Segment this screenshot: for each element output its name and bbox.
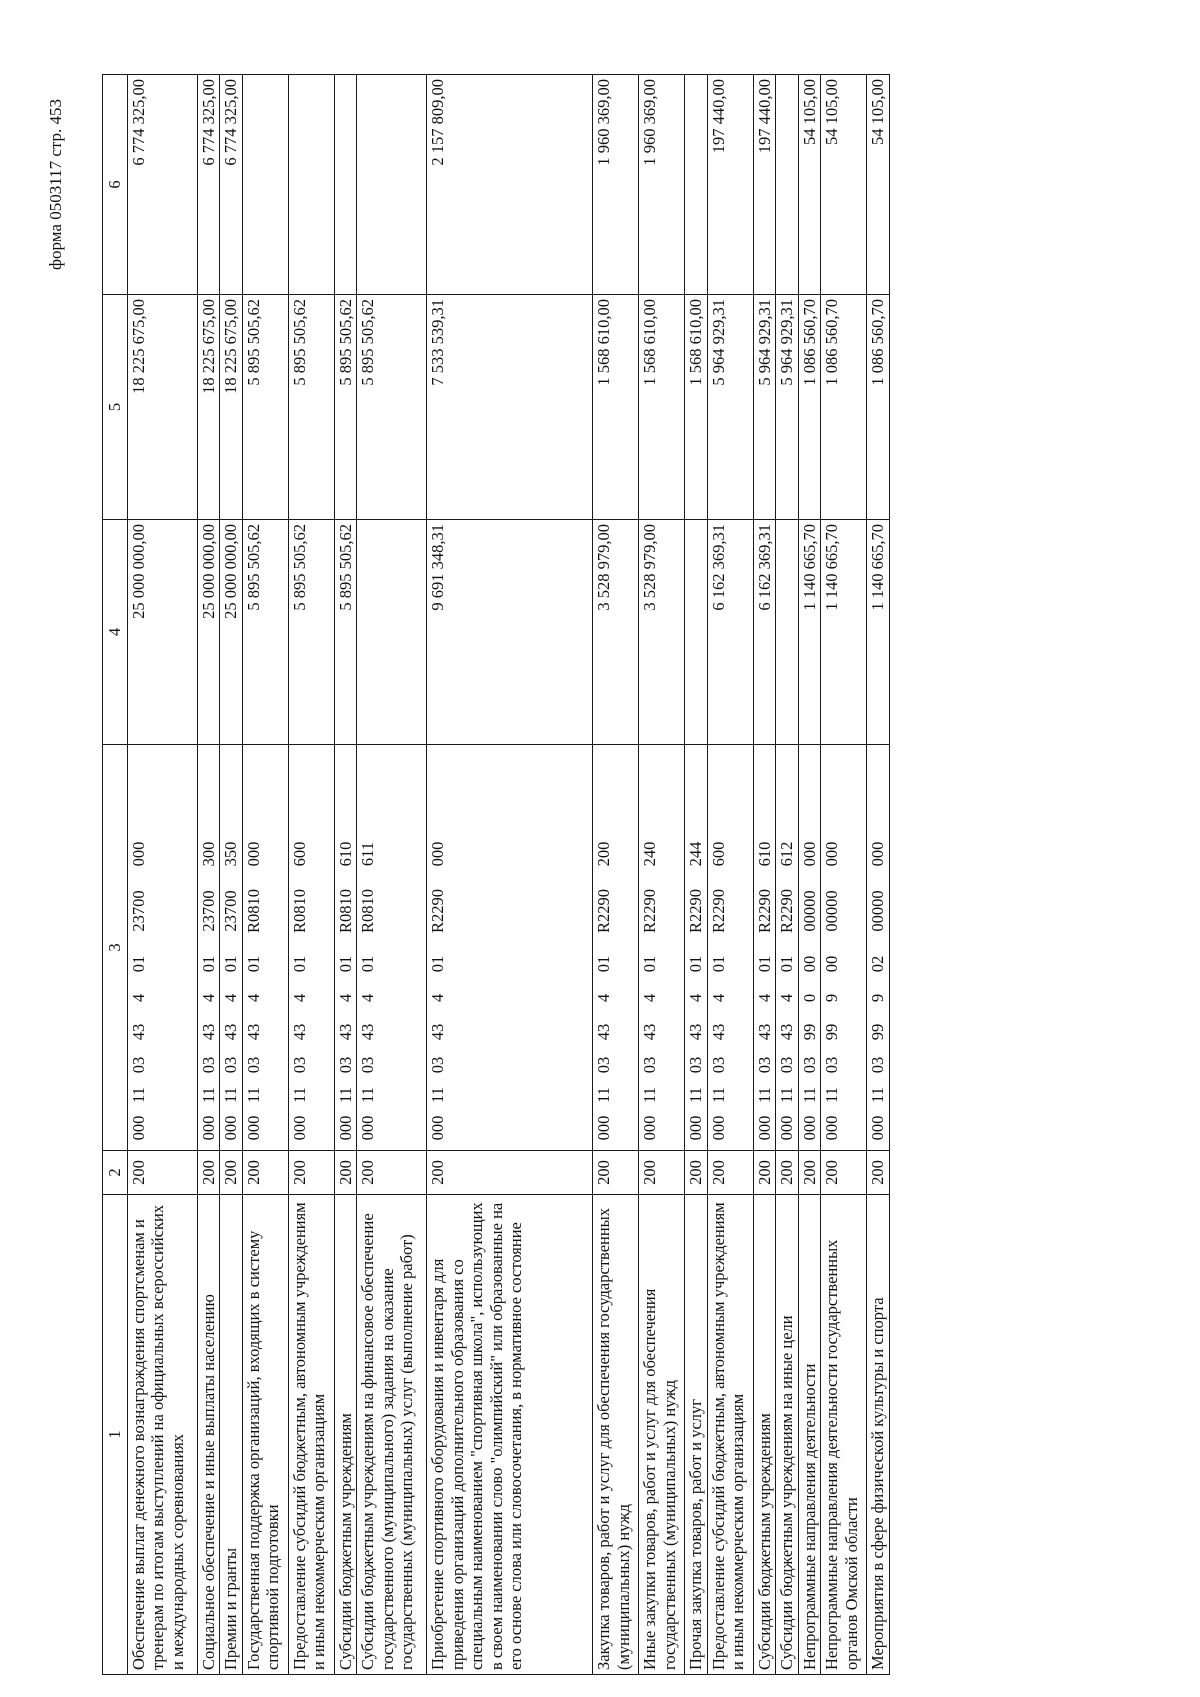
- admin-code: 200: [593, 1151, 639, 1195]
- code-segment: 000: [754, 1115, 774, 1141]
- executed-amount: 1 568 610,00: [593, 295, 639, 520]
- executed-amount: 1 568 610,00: [685, 295, 707, 520]
- executed-amount: 5 895 505,62: [334, 295, 356, 520]
- code-segment: 000: [221, 1115, 241, 1141]
- code-segment: 01: [708, 955, 728, 973]
- admin-code: 200: [334, 1151, 356, 1195]
- executed-amount: 5 964 929,31: [707, 295, 753, 520]
- table-row: [867, 75, 889, 1675]
- code-segment: 000: [640, 1115, 660, 1141]
- code-segment: 00: [799, 955, 819, 973]
- code-segment: 01: [358, 955, 378, 973]
- table-row: [639, 75, 685, 1675]
- code-segment: 43: [243, 1023, 263, 1041]
- code-segment: 000: [777, 1115, 797, 1141]
- column-header: 3: [103, 745, 128, 1151]
- table-row: [707, 75, 753, 1675]
- code-segment: 11: [243, 1087, 263, 1103]
- code-segment: 01: [640, 955, 660, 973]
- code-segment: 000: [129, 841, 148, 867]
- budget-classification-code: [639, 745, 685, 1151]
- unexecuted-amount: [776, 75, 798, 295]
- executed-amount: 5 964 929,31: [776, 295, 798, 520]
- code-segment: 23700: [199, 890, 218, 932]
- row-name: Непрограммные направления деятельности государственных органов Омской области: [821, 1195, 867, 1675]
- unexecuted-amount: 1 960 369,00: [639, 75, 685, 295]
- code-segment: 000: [199, 1115, 218, 1141]
- code-segment: 43: [289, 1023, 309, 1041]
- code-segment: 03: [358, 1056, 378, 1074]
- executed-amount: 7 533 539,31: [427, 295, 593, 520]
- unexecuted-amount: 1 960 369,00: [593, 75, 639, 295]
- approved-amount: [357, 520, 427, 745]
- code-segment: 000: [243, 1115, 263, 1141]
- approved-amount: 1 140 665,70: [867, 520, 889, 745]
- code-segment: R2290: [428, 889, 448, 934]
- executed-amount: 1 086 560,70: [798, 295, 820, 520]
- code-segment: 11: [289, 1087, 309, 1103]
- row-name: Государственная поддержка организаций, входящих в систему спортивной подготовки: [242, 1195, 288, 1675]
- code-segment: 9: [868, 993, 888, 1003]
- approved-amount: [776, 520, 798, 745]
- code-segment: 03: [708, 1056, 728, 1074]
- code-segment: 000: [799, 1115, 819, 1141]
- code-segment: 23700: [221, 890, 241, 932]
- code-segment: 11: [799, 1087, 819, 1103]
- approved-amount: 1 140 665,70: [821, 520, 867, 745]
- executed-amount: 1 086 560,70: [867, 295, 889, 520]
- table-row: [242, 75, 288, 1675]
- code-segment: 11: [754, 1087, 774, 1103]
- code-segment: 43: [708, 1023, 728, 1041]
- code-segment: 00000: [868, 890, 888, 932]
- row-name: Иные закупки товаров, работ и услуг для обеспечения государственных (муниципальных) нужд: [639, 1195, 685, 1675]
- code-segment: 11: [822, 1087, 842, 1103]
- table-row: [753, 75, 775, 1675]
- code-segment: R2290: [708, 889, 728, 934]
- code-segment: 01: [243, 955, 263, 973]
- code-segment: 11: [594, 1087, 614, 1103]
- code-segment: 11: [221, 1087, 241, 1103]
- column-header: 1: [103, 1195, 128, 1675]
- code-segment: 43: [199, 1023, 218, 1041]
- table-row: [128, 75, 198, 1675]
- budget-classification-code: [198, 745, 220, 1151]
- row-name: Прочая закупка товаров, работ и услуг: [685, 1195, 707, 1675]
- table-row: [357, 75, 427, 1675]
- code-segment: 000: [289, 1115, 309, 1141]
- admin-code: 200: [707, 1151, 753, 1195]
- unexecuted-amount: 54 105,00: [821, 75, 867, 295]
- approved-amount: 3 528 979,00: [593, 520, 639, 745]
- code-segment: 000: [594, 1115, 614, 1141]
- executed-amount: 18 225 675,00: [128, 295, 198, 520]
- code-segment: 02: [868, 955, 888, 973]
- code-segment: 200: [594, 841, 614, 867]
- code-segment: 43: [335, 1023, 355, 1041]
- code-segment: 000: [708, 1115, 728, 1141]
- executed-amount: 1 086 560,70: [821, 295, 867, 520]
- code-segment: 01: [199, 955, 218, 973]
- code-segment: 99: [822, 1023, 842, 1041]
- code-segment: 000: [868, 1115, 888, 1141]
- budget-classification-code: [776, 745, 798, 1151]
- code-segment: R2290: [754, 889, 774, 934]
- unexecuted-amount: 197 440,00: [753, 75, 775, 295]
- code-segment: 600: [289, 841, 309, 867]
- row-name: Предоставление субсидий бюджетным, автономным учреждениям и иным некоммерческим организациям: [707, 1195, 753, 1675]
- executed-amount: 18 225 675,00: [220, 295, 242, 520]
- code-segment: 03: [868, 1056, 888, 1074]
- executed-amount: 5 895 505,62: [242, 295, 288, 520]
- code-segment: 000: [129, 1115, 148, 1141]
- admin-code: 200: [288, 1151, 334, 1195]
- code-segment: R0810: [358, 889, 378, 934]
- approved-amount: 5 895 505,62: [334, 520, 356, 745]
- code-segment: 03: [243, 1056, 263, 1074]
- executed-amount: 5 895 505,62: [288, 295, 334, 520]
- admin-code: 200: [427, 1151, 593, 1195]
- budget-classification-code: [242, 745, 288, 1151]
- code-segment: 43: [754, 1023, 774, 1041]
- unexecuted-amount: [242, 75, 288, 295]
- rotated-sheet: [30, 75, 1170, 1675]
- code-segment: 03: [594, 1056, 614, 1074]
- budget-classification-code: [334, 745, 356, 1151]
- code-segment: R2290: [686, 889, 706, 934]
- code-segment: 000: [428, 1115, 448, 1141]
- code-segment: 244: [686, 841, 706, 867]
- table-row: [685, 75, 707, 1675]
- code-segment: 4: [358, 993, 378, 1003]
- code-segment: 4: [289, 993, 309, 1003]
- code-segment: 9: [822, 993, 842, 1003]
- code-segment: 000: [358, 1115, 378, 1141]
- unexecuted-amount: [334, 75, 356, 295]
- approved-amount: 5 895 505,62: [288, 520, 334, 745]
- budget-classification-code: [220, 745, 242, 1151]
- code-segment: 4: [129, 993, 148, 1003]
- code-segment: 03: [221, 1056, 241, 1074]
- budget-classification-code: [685, 745, 707, 1151]
- table-row: [288, 75, 334, 1675]
- code-segment: 00000: [799, 890, 819, 932]
- budget-classification-code: [821, 745, 867, 1151]
- code-segment: 03: [199, 1056, 218, 1074]
- code-segment: 03: [777, 1056, 797, 1074]
- row-name: Предоставление субсидий бюджетным, автономным учреждениям и иным некоммерческим организациям: [288, 1195, 334, 1675]
- code-segment: 4: [777, 993, 797, 1003]
- executed-amount: 5 964 929,31: [753, 295, 775, 520]
- approved-amount: 1 140 665,70: [798, 520, 820, 745]
- code-segment: 43: [428, 1023, 448, 1041]
- code-segment: R0810: [335, 889, 355, 934]
- code-segment: 23700: [129, 890, 148, 932]
- budget-classification-code: [753, 745, 775, 1151]
- code-segment: 03: [686, 1056, 706, 1074]
- row-name: Социальное обеспечение и иные выплаты населению: [198, 1195, 220, 1675]
- code-segment: 240: [640, 841, 660, 867]
- budget-classification-code: [867, 745, 889, 1151]
- budget-execution-table: [102, 74, 890, 1675]
- code-segment: 01: [777, 955, 797, 973]
- admin-code: 200: [198, 1151, 220, 1195]
- code-segment: 03: [428, 1056, 448, 1074]
- code-segment: 99: [868, 1023, 888, 1041]
- code-segment: 03: [799, 1056, 819, 1074]
- admin-code: 200: [220, 1151, 242, 1195]
- table-row: [798, 75, 820, 1675]
- code-segment: 43: [640, 1023, 660, 1041]
- code-segment: 4: [686, 993, 706, 1003]
- code-segment: 11: [708, 1087, 728, 1103]
- approved-amount: 25 000 000,00: [220, 520, 242, 745]
- code-segment: 01: [754, 955, 774, 973]
- code-segment: 43: [777, 1023, 797, 1041]
- code-segment: 4: [221, 993, 241, 1003]
- code-segment: 4: [199, 993, 218, 1003]
- table-row: [593, 75, 639, 1675]
- code-segment: R0810: [243, 889, 263, 934]
- code-segment: 4: [428, 993, 448, 1003]
- code-segment: 43: [358, 1023, 378, 1041]
- code-segment: 000: [868, 841, 888, 867]
- column-header: 6: [103, 75, 128, 295]
- code-segment: 611: [358, 841, 378, 867]
- code-segment: 00000: [822, 890, 842, 932]
- code-segment: 11: [640, 1087, 660, 1103]
- row-name: Приобретение спортивного оборудования и инвентаря для приведения организаций дополнительного образования со специальным наименованием "спортивная школа", использующих в своем наименовании слово "олимпийский" или образованные на его основе слова или словосочетания, в нормативное состояние: [427, 1195, 593, 1675]
- code-segment: 11: [777, 1087, 797, 1103]
- code-segment: 03: [822, 1056, 842, 1074]
- approved-amount: 25 000 000,00: [198, 520, 220, 745]
- column-header: 4: [103, 520, 128, 745]
- code-segment: 350: [221, 841, 241, 867]
- table-row: [427, 75, 593, 1675]
- budget-classification-code: [288, 745, 334, 1151]
- code-segment: 000: [822, 841, 842, 867]
- unexecuted-amount: 6 774 325,00: [220, 75, 242, 295]
- table-row: [334, 75, 356, 1675]
- unexecuted-amount: 6 774 325,00: [128, 75, 198, 295]
- code-segment: 000: [799, 841, 819, 867]
- code-segment: 4: [594, 993, 614, 1003]
- table-row: [821, 75, 867, 1675]
- code-segment: 01: [289, 955, 309, 973]
- budget-classification-code: [128, 745, 198, 1151]
- code-segment: 03: [335, 1056, 355, 1074]
- row-name: Закупка товаров, работ и услуг для обеспечения государственных (муниципальных) нужд: [593, 1195, 639, 1675]
- code-segment: R2290: [777, 889, 797, 934]
- approved-amount: 3 528 979,00: [639, 520, 685, 745]
- admin-code: 200: [128, 1151, 198, 1195]
- unexecuted-amount: 54 105,00: [867, 75, 889, 295]
- code-segment: R0810: [289, 889, 309, 934]
- column-number-row: [103, 75, 128, 1675]
- admin-code: 200: [685, 1151, 707, 1195]
- code-segment: 000: [335, 1115, 355, 1141]
- code-segment: 43: [129, 1023, 148, 1041]
- code-segment: 43: [594, 1023, 614, 1041]
- unexecuted-amount: 197 440,00: [707, 75, 753, 295]
- table-row: [198, 75, 220, 1675]
- code-segment: 11: [199, 1087, 218, 1103]
- code-segment: 11: [129, 1087, 148, 1103]
- code-segment: 4: [640, 993, 660, 1003]
- approved-amount: 25 000 000,00: [128, 520, 198, 745]
- code-segment: 11: [358, 1087, 378, 1103]
- table-row: [220, 75, 242, 1675]
- column-header: 5: [103, 295, 128, 520]
- code-segment: 0: [799, 993, 819, 1003]
- code-segment: 03: [289, 1056, 309, 1074]
- executed-amount: 18 225 675,00: [198, 295, 220, 520]
- code-segment: 43: [221, 1023, 241, 1041]
- row-name: Субсидии бюджетным учреждениям: [753, 1195, 775, 1675]
- code-segment: 99: [799, 1023, 819, 1041]
- code-segment: 03: [640, 1056, 660, 1074]
- admin-code: 200: [357, 1151, 427, 1195]
- code-segment: 000: [822, 1115, 842, 1141]
- code-segment: R2290: [640, 889, 660, 934]
- admin-code: 200: [798, 1151, 820, 1195]
- code-segment: 000: [686, 1115, 706, 1141]
- admin-code: 200: [242, 1151, 288, 1195]
- admin-code: 200: [753, 1151, 775, 1195]
- row-name: Субсидии бюджетным учреждениям на финансовое обеспечение государственного (муниципального) задания на оказание государственных (муниципальных) услуг (выполнение работ): [357, 1195, 427, 1675]
- code-segment: 11: [335, 1087, 355, 1103]
- form-label: форма 0503117 стр. 453: [46, 99, 65, 270]
- executed-amount: 1 568 610,00: [639, 295, 685, 520]
- code-segment: 43: [686, 1023, 706, 1041]
- approved-amount: 9 691 348,31: [427, 520, 593, 745]
- code-segment: 4: [335, 993, 355, 1003]
- budget-classification-code: [427, 745, 593, 1151]
- code-segment: 4: [754, 993, 774, 1003]
- code-segment: 01: [221, 955, 241, 973]
- code-segment: 4: [243, 993, 263, 1003]
- row-name: Субсидии бюджетным учреждениям: [334, 1195, 356, 1675]
- approved-amount: 5 895 505,62: [242, 520, 288, 745]
- code-segment: 4: [708, 993, 728, 1003]
- unexecuted-amount: [357, 75, 427, 295]
- code-segment: 01: [594, 955, 614, 973]
- code-segment: 612: [777, 841, 797, 867]
- admin-code: 200: [867, 1151, 889, 1195]
- row-name: Обеспечение выплат денежного вознаграждения спортсменам и тренерам по итогам выступлений на официальных всероссийских и международных соревнованиях: [128, 1195, 198, 1675]
- unexecuted-amount: 54 105,00: [798, 75, 820, 295]
- budget-classification-code: [707, 745, 753, 1151]
- row-name: Мероприятия в сфере физической культуры и спорта: [867, 1195, 889, 1675]
- code-segment: 11: [686, 1087, 706, 1103]
- admin-code: 200: [821, 1151, 867, 1195]
- code-segment: 300: [199, 841, 218, 867]
- row-name: Субсидии бюджетным учреждениям на иные цели: [776, 1195, 798, 1675]
- code-segment: 01: [428, 955, 448, 973]
- approved-amount: 6 162 369,31: [753, 520, 775, 745]
- code-segment: 000: [428, 841, 448, 867]
- code-segment: 01: [686, 955, 706, 973]
- unexecuted-amount: [685, 75, 707, 295]
- admin-code: 200: [776, 1151, 798, 1195]
- table-row: [776, 75, 798, 1675]
- code-segment: 610: [754, 841, 774, 867]
- code-segment: 01: [335, 955, 355, 973]
- budget-classification-code: [357, 745, 427, 1151]
- column-header: 2: [103, 1151, 128, 1195]
- budget-classification-code: [593, 745, 639, 1151]
- code-segment: 00: [822, 955, 842, 973]
- budget-classification-code: [798, 745, 820, 1151]
- executed-amount: 5 895 505,62: [357, 295, 427, 520]
- row-name: Премии и гранты: [220, 1195, 242, 1675]
- admin-code: 200: [639, 1151, 685, 1195]
- approved-amount: 6 162 369,31: [707, 520, 753, 745]
- code-segment: 03: [754, 1056, 774, 1074]
- code-segment: 11: [868, 1087, 888, 1103]
- code-segment: R2290: [594, 889, 614, 934]
- code-segment: 610: [335, 841, 355, 867]
- code-segment: 03: [129, 1056, 148, 1074]
- unexecuted-amount: 2 157 809,00: [427, 75, 593, 295]
- code-segment: 600: [708, 841, 728, 867]
- unexecuted-amount: [288, 75, 334, 295]
- code-segment: 000: [243, 841, 263, 867]
- unexecuted-amount: 6 774 325,00: [198, 75, 220, 295]
- code-segment: 01: [129, 955, 148, 973]
- row-name: Непрограммные направления деятельности: [798, 1195, 820, 1675]
- approved-amount: [685, 520, 707, 745]
- code-segment: 11: [428, 1087, 448, 1103]
